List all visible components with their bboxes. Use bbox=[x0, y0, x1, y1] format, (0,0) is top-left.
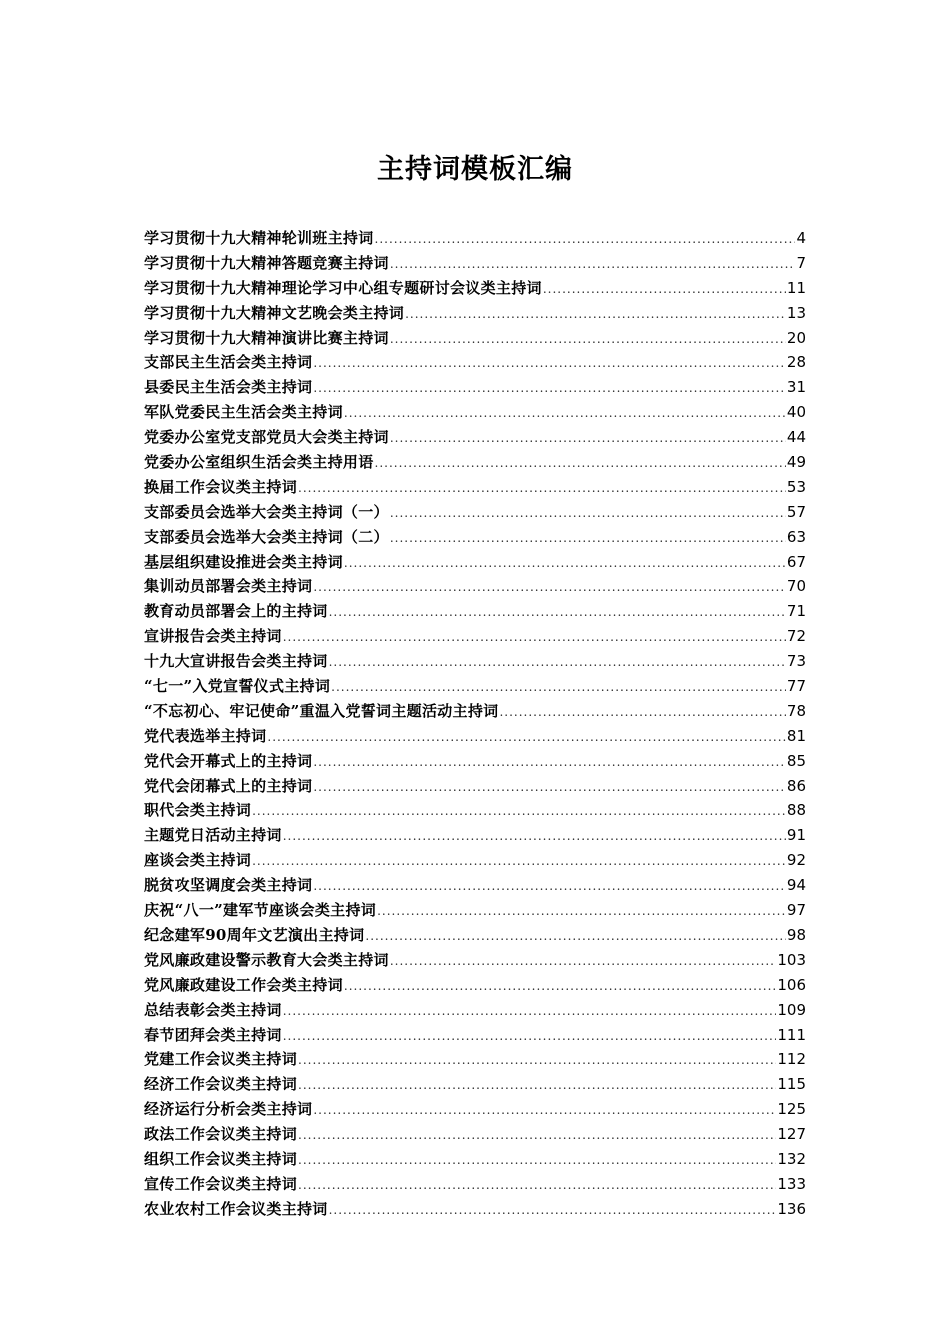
toc-entry[interactable] bbox=[144, 550, 806, 575]
toc-entry[interactable] bbox=[144, 375, 806, 400]
toc-entry-label: 换届工作会议类主持词 bbox=[144, 477, 298, 496]
dot-leader bbox=[344, 401, 786, 426]
toc-entry-page-number: 109 bbox=[777, 1000, 806, 1019]
toc-entry-page-number: 71 bbox=[786, 602, 806, 621]
toc-entry-page-number: 88 bbox=[786, 801, 806, 820]
toc-entry-label: 党风廉政建设工作会类主持词 bbox=[144, 975, 343, 994]
toc-entry[interactable] bbox=[144, 350, 806, 375]
toc-entry-page-number: 125 bbox=[777, 1100, 806, 1119]
dot-leader bbox=[313, 775, 786, 800]
toc-entry-page-number: 111 bbox=[777, 1025, 806, 1044]
toc-entry-page-number: 57 bbox=[786, 502, 806, 521]
dot-leader bbox=[298, 476, 786, 501]
toc-entry[interactable] bbox=[144, 749, 806, 774]
dot-leader bbox=[252, 849, 786, 874]
toc-entry[interactable] bbox=[144, 823, 806, 848]
toc-entry[interactable] bbox=[144, 1023, 806, 1048]
dot-leader bbox=[390, 949, 777, 974]
toc-entry-page-number: 106 bbox=[777, 975, 806, 994]
toc-entry-label: 学习贯彻十九大精神答题竞赛主持词 bbox=[144, 253, 389, 272]
toc-entry-page-number: 28 bbox=[786, 353, 806, 372]
toc-entry-page-number: 94 bbox=[786, 876, 806, 895]
toc-entry[interactable] bbox=[144, 973, 806, 998]
toc-entry[interactable] bbox=[144, 425, 806, 450]
dot-leader bbox=[313, 1098, 776, 1123]
dot-leader bbox=[390, 501, 786, 526]
toc-entry-page-number: 11 bbox=[786, 278, 806, 297]
dot-leader bbox=[390, 327, 786, 352]
toc-entry-label: 政法工作会议类主持词 bbox=[144, 1125, 298, 1144]
dot-leader bbox=[298, 1073, 776, 1098]
toc-entry-page-number: 72 bbox=[786, 627, 806, 646]
toc-entry-page-number: 115 bbox=[777, 1075, 806, 1094]
toc-entry-page-number: 112 bbox=[777, 1050, 806, 1069]
dot-leader bbox=[329, 650, 786, 675]
toc-entry-page-number: 132 bbox=[777, 1149, 806, 1168]
dot-leader bbox=[329, 1198, 777, 1223]
toc-entry-label: 集训动员部署会类主持词 bbox=[144, 577, 313, 596]
toc-entry-page-number: 13 bbox=[786, 303, 806, 322]
dot-leader bbox=[331, 675, 786, 700]
dot-leader bbox=[283, 999, 777, 1024]
toc-entry[interactable] bbox=[144, 1122, 806, 1147]
toc-entry-label: 座谈会类主持词 bbox=[144, 851, 252, 870]
toc-entry-label: 党代会闭幕式上的主持词 bbox=[144, 776, 313, 795]
dot-leader bbox=[390, 526, 786, 551]
toc-entry[interactable] bbox=[144, 574, 806, 599]
dot-leader bbox=[283, 824, 786, 849]
dot-leader bbox=[313, 575, 786, 600]
toc-entry-label: 庆祝“八一”建军节座谈会类主持词 bbox=[144, 901, 377, 920]
dot-leader bbox=[375, 227, 796, 252]
dot-leader bbox=[313, 376, 786, 401]
toc-entry[interactable] bbox=[144, 400, 806, 425]
toc-entry-page-number: 31 bbox=[786, 378, 806, 397]
dot-leader bbox=[499, 700, 785, 725]
toc-entry-page-number: 85 bbox=[786, 751, 806, 770]
toc-entry[interactable] bbox=[144, 948, 806, 973]
toc-entry[interactable] bbox=[144, 1072, 806, 1097]
toc-entry-label: 支部民主生活会类主持词 bbox=[144, 353, 313, 372]
toc-entry[interactable] bbox=[144, 251, 806, 276]
toc-entry[interactable] bbox=[144, 774, 806, 799]
toc-entry-page-number: 86 bbox=[786, 776, 806, 795]
toc-entry-label: 宣传工作会议类主持词 bbox=[144, 1174, 298, 1193]
toc-entry-label: 支部委员会选举大会类主持词（二） bbox=[144, 527, 389, 546]
toc-entry-page-number: 78 bbox=[786, 701, 806, 720]
toc-entry-page-number: 70 bbox=[786, 577, 806, 596]
toc-entry-label: 组织工作会议类主持词 bbox=[144, 1149, 298, 1168]
toc-entry-label: 主题党日活动主持词 bbox=[144, 826, 282, 845]
toc-entry-page-number: 44 bbox=[786, 428, 806, 447]
toc-entry[interactable] bbox=[144, 450, 806, 475]
table-of-contents bbox=[144, 226, 806, 1222]
toc-entry[interactable] bbox=[144, 998, 806, 1023]
toc-entry-page-number: 136 bbox=[777, 1199, 806, 1218]
toc-entry-label: 经济工作会议类主持词 bbox=[144, 1075, 298, 1094]
toc-entry-page-number: 98 bbox=[786, 925, 806, 944]
dot-leader bbox=[543, 277, 786, 302]
toc-entry[interactable] bbox=[144, 1197, 806, 1222]
toc-entry-label: 党委办公室组织生活会类主持用语 bbox=[144, 453, 374, 472]
toc-entry-page-number: 73 bbox=[786, 652, 806, 671]
toc-entry-label: 县委民主生活会类主持词 bbox=[144, 378, 313, 397]
toc-entry-label: 党代会开幕式上的主持词 bbox=[144, 751, 313, 770]
toc-entry-label: 学习贯彻十九大精神轮训班主持词 bbox=[144, 229, 374, 247]
toc-entry-page-number: 77 bbox=[786, 677, 806, 696]
dot-leader bbox=[344, 974, 776, 999]
dot-leader bbox=[267, 725, 786, 750]
toc-entry-label: 宣讲报告会类主持词 bbox=[144, 627, 282, 646]
toc-entry[interactable] bbox=[144, 649, 806, 674]
toc-entry[interactable] bbox=[144, 276, 806, 301]
toc-entry[interactable] bbox=[144, 326, 806, 351]
toc-entry-label: 党建工作会议类主持词 bbox=[144, 1050, 298, 1069]
toc-entry[interactable] bbox=[144, 798, 806, 823]
dot-leader bbox=[252, 799, 786, 824]
toc-entry-label: “不忘初心、牢记使命”重温入党誓词主题活动主持词 bbox=[144, 701, 499, 720]
toc-entry-page-number: 92 bbox=[786, 851, 806, 870]
toc-entry-label: 学习贯彻十九大精神演讲比赛主持词 bbox=[144, 328, 389, 347]
toc-entry[interactable] bbox=[144, 674, 806, 699]
toc-entry-page-number: 103 bbox=[777, 950, 806, 969]
toc-entry-label: 农业农村工作会议类主持词 bbox=[144, 1199, 328, 1218]
toc-entry-page-number: 97 bbox=[786, 901, 806, 920]
toc-entry[interactable] bbox=[144, 898, 806, 923]
dot-leader bbox=[313, 750, 786, 775]
toc-entry-label: 学习贯彻十九大精神理论学习中心组专题研讨会议类主持词 bbox=[144, 278, 542, 297]
dot-leader bbox=[390, 252, 796, 277]
dot-leader bbox=[298, 1048, 776, 1073]
toc-entry-label: 军队党委民主生活会类主持词 bbox=[144, 403, 343, 422]
toc-entry-page-number: 133 bbox=[777, 1174, 806, 1193]
toc-entry-page-number: 127 bbox=[777, 1125, 806, 1144]
dot-leader bbox=[298, 1123, 776, 1148]
toc-entry-label: 十九大宣讲报告会类主持词 bbox=[144, 652, 328, 671]
toc-entry[interactable] bbox=[144, 226, 806, 251]
page-title: 主持词模板汇编 bbox=[377, 154, 573, 186]
toc-entry-page-number: 40 bbox=[786, 403, 806, 422]
dot-leader bbox=[365, 924, 786, 949]
toc-entry-page-number: 67 bbox=[786, 552, 806, 571]
toc-entry-page-number: 91 bbox=[786, 826, 806, 845]
toc-entry-page-number: 63 bbox=[786, 527, 806, 546]
toc-entry[interactable] bbox=[144, 525, 806, 550]
toc-entry-label: 支部委员会选举大会类主持词（一） bbox=[144, 502, 389, 521]
toc-entry[interactable] bbox=[144, 1147, 806, 1172]
toc-entry[interactable] bbox=[144, 599, 806, 624]
toc-entry-label: 经济运行分析会类主持词 bbox=[144, 1100, 313, 1119]
toc-entry-label: 总结表彰会类主持词 bbox=[144, 1000, 282, 1019]
dot-leader bbox=[313, 874, 786, 899]
toc-entry-label: 党代表选举主持词 bbox=[144, 726, 267, 745]
toc-entry[interactable] bbox=[144, 848, 806, 873]
dot-leader bbox=[329, 600, 786, 625]
dot-leader bbox=[405, 302, 786, 327]
toc-entry[interactable] bbox=[144, 1047, 806, 1072]
toc-entry-label: 职代会类主持词 bbox=[144, 801, 252, 820]
dot-leader bbox=[390, 426, 786, 451]
toc-entry-page-number: 20 bbox=[786, 328, 806, 347]
toc-entry[interactable] bbox=[144, 624, 806, 649]
toc-entry[interactable] bbox=[144, 923, 806, 948]
toc-entry-label: 党风廉政建设警示教育大会类主持词 bbox=[144, 950, 389, 969]
toc-entry-label: 纪念建军90周年文艺演出主持词 bbox=[144, 925, 365, 944]
toc-entry-page-number: 53 bbox=[786, 477, 806, 496]
toc-entry-page-number: 4 bbox=[796, 229, 806, 247]
toc-entry-label: 基层组织建设推进会类主持词 bbox=[144, 552, 343, 571]
toc-entry[interactable] bbox=[144, 1172, 806, 1197]
toc-entry-label: 党委办公室党支部党员大会类主持词 bbox=[144, 428, 389, 447]
toc-entry[interactable] bbox=[144, 724, 806, 749]
toc-entry[interactable] bbox=[144, 873, 806, 898]
toc-entry[interactable] bbox=[144, 475, 806, 500]
toc-entry-label: 脱贫攻坚调度会类主持词 bbox=[144, 876, 313, 895]
toc-entry[interactable] bbox=[144, 1097, 806, 1122]
toc-entry-page-number: 7 bbox=[796, 253, 806, 272]
dot-leader bbox=[375, 451, 786, 476]
toc-entry[interactable] bbox=[144, 301, 806, 326]
dot-leader bbox=[298, 1148, 776, 1173]
dot-leader bbox=[377, 899, 786, 924]
toc-entry[interactable] bbox=[144, 699, 806, 724]
dot-leader bbox=[298, 1173, 776, 1198]
dot-leader bbox=[344, 551, 786, 576]
toc-entry-label: 学习贯彻十九大精神文艺晚会类主持词 bbox=[144, 303, 405, 322]
toc-entry-label: “七一”入党宣誓仪式主持词 bbox=[144, 677, 331, 696]
dot-leader bbox=[313, 351, 786, 376]
toc-entry-page-number: 81 bbox=[786, 726, 806, 745]
toc-entry-label: 春节团拜会类主持词 bbox=[144, 1025, 282, 1044]
dot-leader bbox=[283, 625, 786, 650]
toc-entry-label: 教育动员部署会上的主持词 bbox=[144, 602, 328, 621]
toc-entry[interactable] bbox=[144, 500, 806, 525]
toc-entry-page-number: 49 bbox=[786, 453, 806, 472]
dot-leader bbox=[283, 1024, 777, 1049]
